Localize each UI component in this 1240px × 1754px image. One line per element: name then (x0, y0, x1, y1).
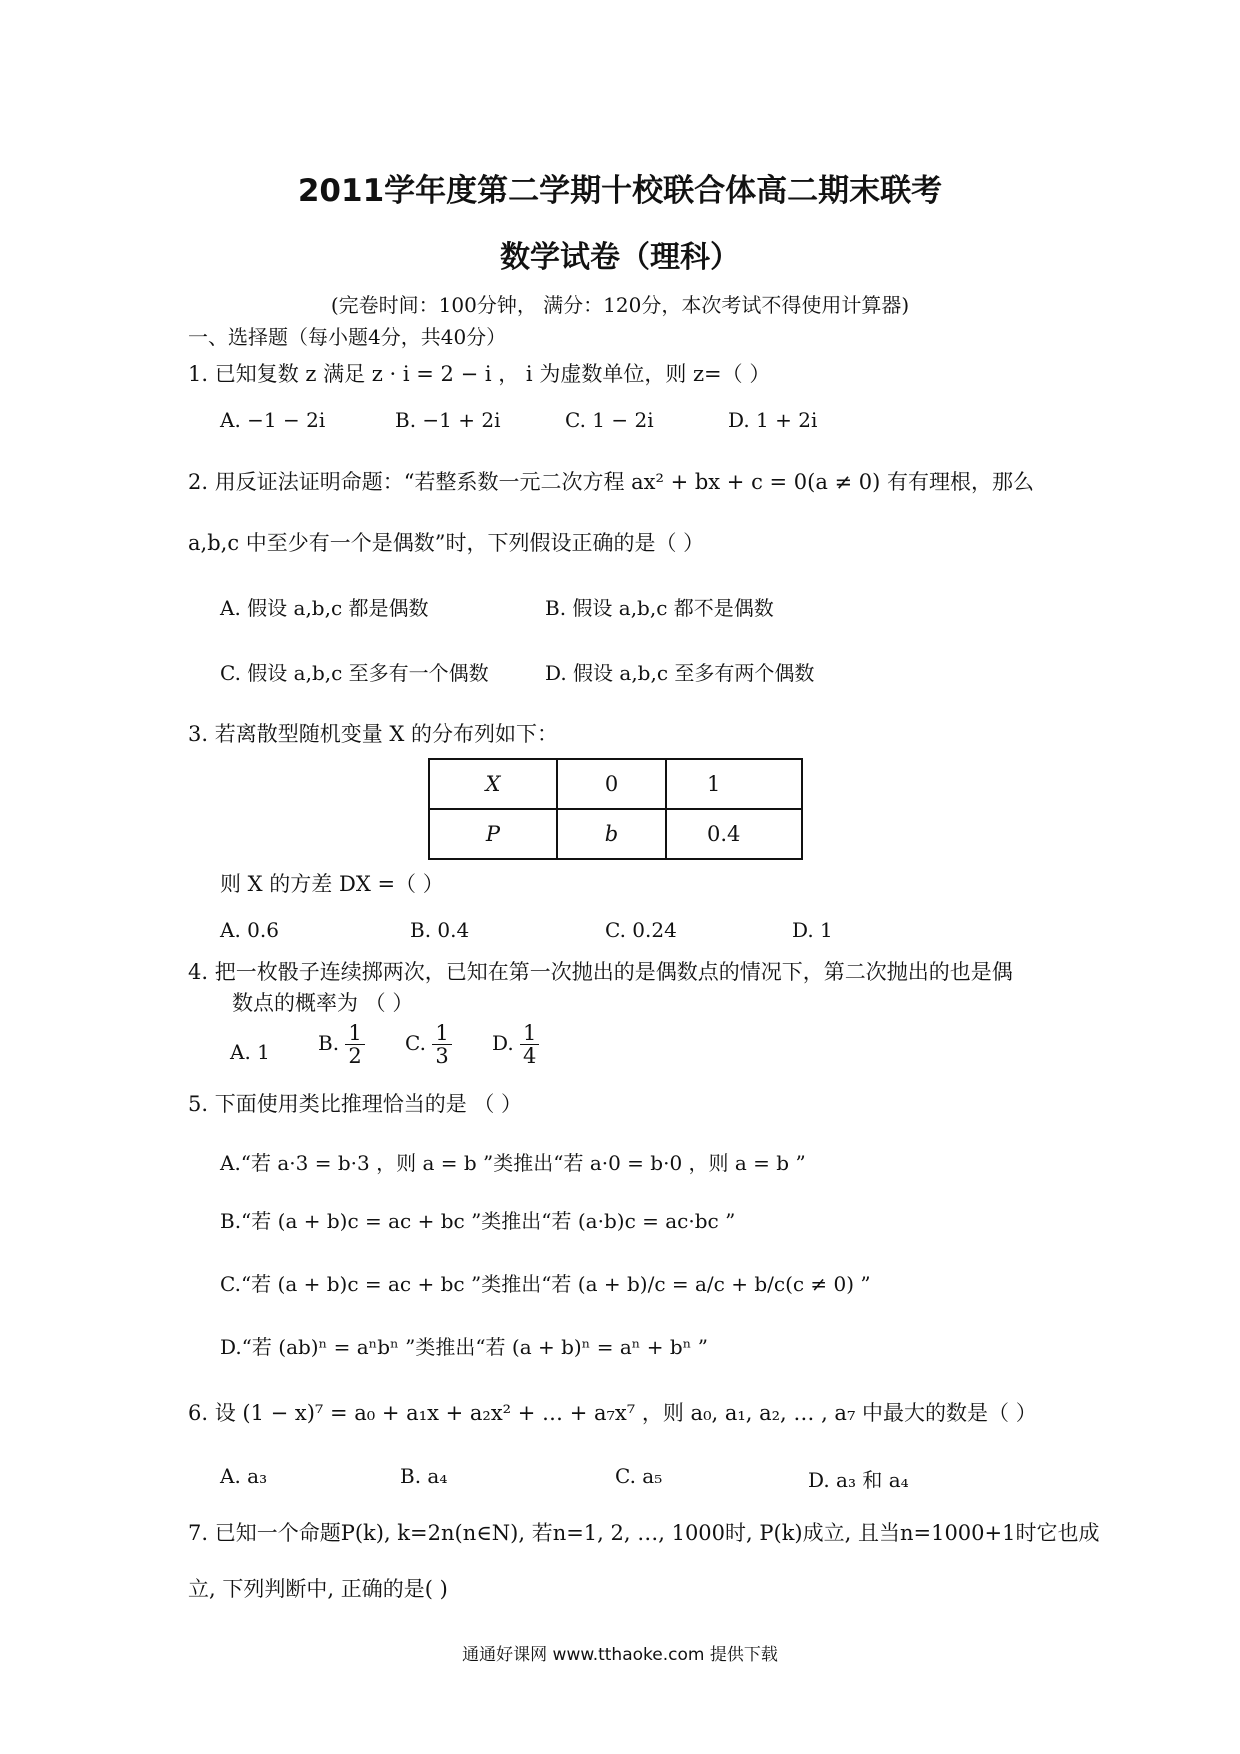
table-cell: X (429, 759, 557, 809)
denominator: 2 (348, 1044, 362, 1069)
q6-option-a: A. a₃ (220, 1464, 268, 1488)
table-cell: 1 (666, 759, 802, 809)
q5-option-c: C.“若 (a + b)c = ac + bc ”类推出“若 (a + b)/c = a/c + b/c(c ≠ 0) ” (220, 1272, 871, 1296)
denominator: 3 (435, 1044, 449, 1069)
table-row (429, 759, 802, 809)
question-1: 1. 已知复数 z 满足 z · i = 2 − i ， i 为虚数单位，则 z=（ ） (188, 362, 771, 386)
option-label: D. (492, 1031, 514, 1056)
q1-option-c: C. 1 − 2i (565, 408, 654, 432)
q6-option-d: D. a₃ 和 a₄ (808, 1468, 909, 1492)
question-4-line2: 数点的概率为 （ ） (232, 991, 414, 1015)
question-5: 5. 下面使用类比推理恰当的是 （ ） (188, 1092, 523, 1116)
question-3: 3. 若离散型随机变量 X 的分布列如下： (188, 722, 559, 746)
q5-option-b: B.“若 (a + b)c = ac + bc ”类推出“若 (a·b)c = ac·bc ” (220, 1209, 736, 1233)
question-2-line1: 2. 用反证法证明命题：“若整系数一元二次方程 ax² + bx + c = 0(a ≠ 0) 有有理根，那么 (188, 470, 1035, 494)
q1-option-a: A. −1 − 2i (220, 408, 326, 432)
table-row (429, 809, 802, 859)
question-6: 6. 设 (1 − x)⁷ = a₀ + a₁x + a₂x² + … + a₇x⁷ ，则 a₀, a₁, a₂, … , a₇ 中最大的数是（ ） (188, 1401, 1037, 1425)
q4-option-d (492, 1022, 539, 1067)
q2-option-b: B. 假设 a,b,c 都不是偶数 (545, 596, 774, 620)
table-cell: P (429, 809, 557, 859)
q6-option-c: C. a₅ (615, 1464, 663, 1488)
section-heading: 一、选择题（每小题4分，共40分） (188, 325, 507, 349)
question-2-line2: a,b,c 中至少有一个是偶数”时，下列假设正确的是（ ） (188, 531, 705, 555)
option-label: B. (318, 1031, 340, 1056)
exam-subtitle: 数学试卷（理科） (500, 240, 740, 275)
question-4-line1: 4. 把一枚骰子连续掷两次，已知在第一次抛出的是偶数点的情况下，第二次抛出的也是偶 (188, 960, 1013, 984)
q4-option-b (318, 1022, 365, 1067)
fraction (520, 1022, 539, 1067)
exam-title: 2011学年度第二学期十校联合体高二期末联考 (297, 173, 943, 209)
q5-option-d: D.“若 (ab)ⁿ = aⁿbⁿ ”类推出“若 (a + b)ⁿ = aⁿ + bⁿ ” (220, 1335, 708, 1359)
table-cell: b (557, 809, 666, 859)
q2-option-c: C. 假设 a,b,c 至多有一个偶数 (220, 661, 489, 685)
question-7-line1: 7. 已知一个命题P(k), k=2n(n∈N), 若n=1, 2, …, 1000时, P(k)成立, 且当n=1000+1时它也成 (188, 1521, 1100, 1545)
q3-option-d: D. 1 (792, 918, 833, 942)
table-cell: 0.4 (666, 809, 802, 859)
q1-option-b: B. −1 + 2i (395, 408, 501, 432)
table-cell: 0 (557, 759, 666, 809)
footer-source: 通通好课网 www.tthaoke.com 提供下载 (462, 1645, 778, 1665)
fraction (345, 1022, 364, 1067)
q3-option-c: C. 0.24 (605, 918, 677, 942)
numerator: 1 (432, 1022, 451, 1045)
q4-option-a: A. 1 (230, 1040, 270, 1064)
distribution-table (428, 758, 803, 860)
exam-note: (完卷时间：100分钟， 满分：120分，本次考试不得使用计算器) (330, 293, 910, 317)
q2-option-a: A. 假设 a,b,c 都是偶数 (220, 596, 429, 620)
q4-option-c (405, 1022, 452, 1067)
question-7-line2: 立, 下列判断中, 正确的是( ) (188, 1577, 448, 1601)
option-label: C. (405, 1031, 426, 1056)
q2-option-d: D. 假设 a,b,c 至多有两个偶数 (545, 661, 815, 685)
numerator: 1 (345, 1022, 364, 1045)
denominator: 4 (523, 1044, 537, 1069)
q5-option-a: A.“若 a·3 = b·3 ，则 a = b ”类推出“若 a·0 = b·0 ，则 a = b ” (220, 1151, 806, 1175)
q1-option-d: D. 1 + 2i (728, 408, 818, 432)
q3-option-a: A. 0.6 (220, 918, 279, 942)
fraction (432, 1022, 451, 1067)
q3-option-b: B. 0.4 (410, 918, 470, 942)
q6-option-b: B. a₄ (400, 1464, 448, 1488)
numerator: 1 (520, 1022, 539, 1045)
question-3-prompt: 则 X 的方差 DX =（ ） (220, 872, 444, 896)
